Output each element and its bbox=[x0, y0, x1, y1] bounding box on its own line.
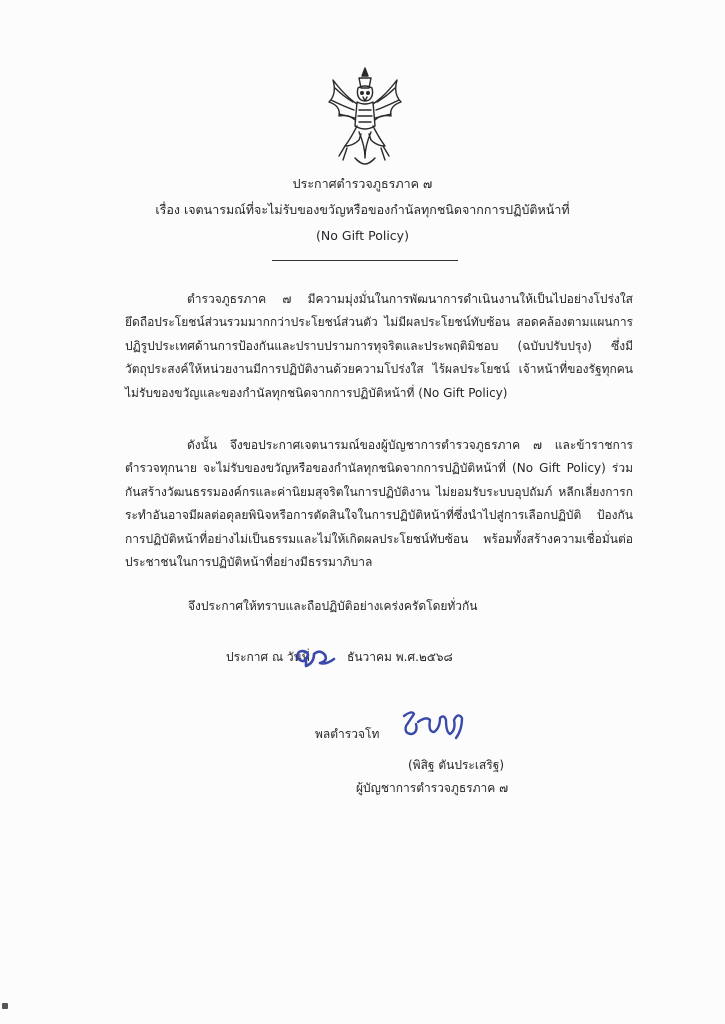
garuda-emblem-icon bbox=[325, 66, 405, 172]
date-prefix: ประกาศ ณ วันที่ bbox=[226, 650, 310, 664]
closing-statement: จึงประกาศให้ทราบและถือปฏิบัติอย่างเคร่งครัดโดยทั่วกัน bbox=[188, 599, 478, 613]
signer-rank: พลตำรวจโท bbox=[315, 727, 380, 741]
announcement-title: ประกาศตำรวจภูธรภาค ๗ bbox=[292, 176, 433, 191]
paragraph-2-text: ดังนั้น จึงขอประกาศเจตนารมณ์ของผู้บัญชาการตำรวจภูธรภาค ๗ และข้าราชการตำรวจทุกนาย จะไม่รับของขวัญหรือของกำนัลทุกชนิดจากการปฏิบัติหน้าที่ (No Gift Policy) ร่วมกันสร้างวัฒนธรรมองค์กรและค่านิยมสุจริตในการปฏิบัติงาน ไม่ยอมรับระบบอุปถัมภ์ หลีกเลี่ยงการกระทำอันอาจมีผลต่อดุลยพินิจหรือการตัดสินใจในการปฏิบัติหน้าที่ซึ่งนำไปสู่การเลือกปฏิบัติ ป้องกันการปฏิบัติหน้าที่อย่างไม่เป็นธรรมและไม่ให้เกิดผลประโยชน์ทับซ้อน พร้อมทั้งสร้างความเชื่อมั่นต่อประชาชนในการปฏิบัติหน้าที่อย่างมีธรรมาภิบาล bbox=[125, 438, 633, 570]
title-divider bbox=[272, 260, 458, 261]
announcement-subject: เรื่อง เจตนารมณ์ที่จะไม่รับของขวัญหรือของกำนัลทุกชนิดจากการปฏิบัติหน้าที่ bbox=[155, 202, 570, 217]
signer-name: (พิสิฐ ตันประเสริฐ) bbox=[408, 758, 505, 772]
date-month-year: ธันวาคม พ.ศ.๒๕๖๘ bbox=[347, 650, 453, 664]
handwritten-day bbox=[292, 645, 342, 669]
scan-edge-mark bbox=[2, 1003, 8, 1009]
paragraph-1-text: ตำรวจภูธรภาค ๗ มีความมุ่งมั่นในการพัฒนาการดำเนินงานให้เป็นไปอย่างโปร่งใส ยึดถือประโยชน์ส่วนรวมมากกว่าประโยชน์ส่วนตัว ไม่มีผลประโยชน์ทับซ้อน สอดคล้องตามแผนการปฏิรูปประเทศด้านการป้องกันและปราบปรามการทุจริตและประพฤติมิชอบ (ฉบับปรับปรุง) ซึ่งมีวัตถุประสงค์ให้หน่วยงานมีการปฏิบัติงานด้วยความโปร่งใส ไร้ผลประโยชน์ เจ้าหน้าที่ของรัฐทุกคนไม่รับของขวัญและของกำนัลทุกชนิดจากการปฏิบัติหน้าที่ (No Gift Policy) bbox=[125, 292, 633, 400]
body-paragraph-1 bbox=[125, 288, 633, 405]
handwritten-signature bbox=[400, 708, 466, 742]
body-paragraph-2 bbox=[125, 434, 633, 574]
policy-name: (No Gift Policy) bbox=[316, 228, 409, 243]
signer-position: ผู้บัญชาการตำรวจภูธรภาค ๗ bbox=[356, 781, 509, 795]
